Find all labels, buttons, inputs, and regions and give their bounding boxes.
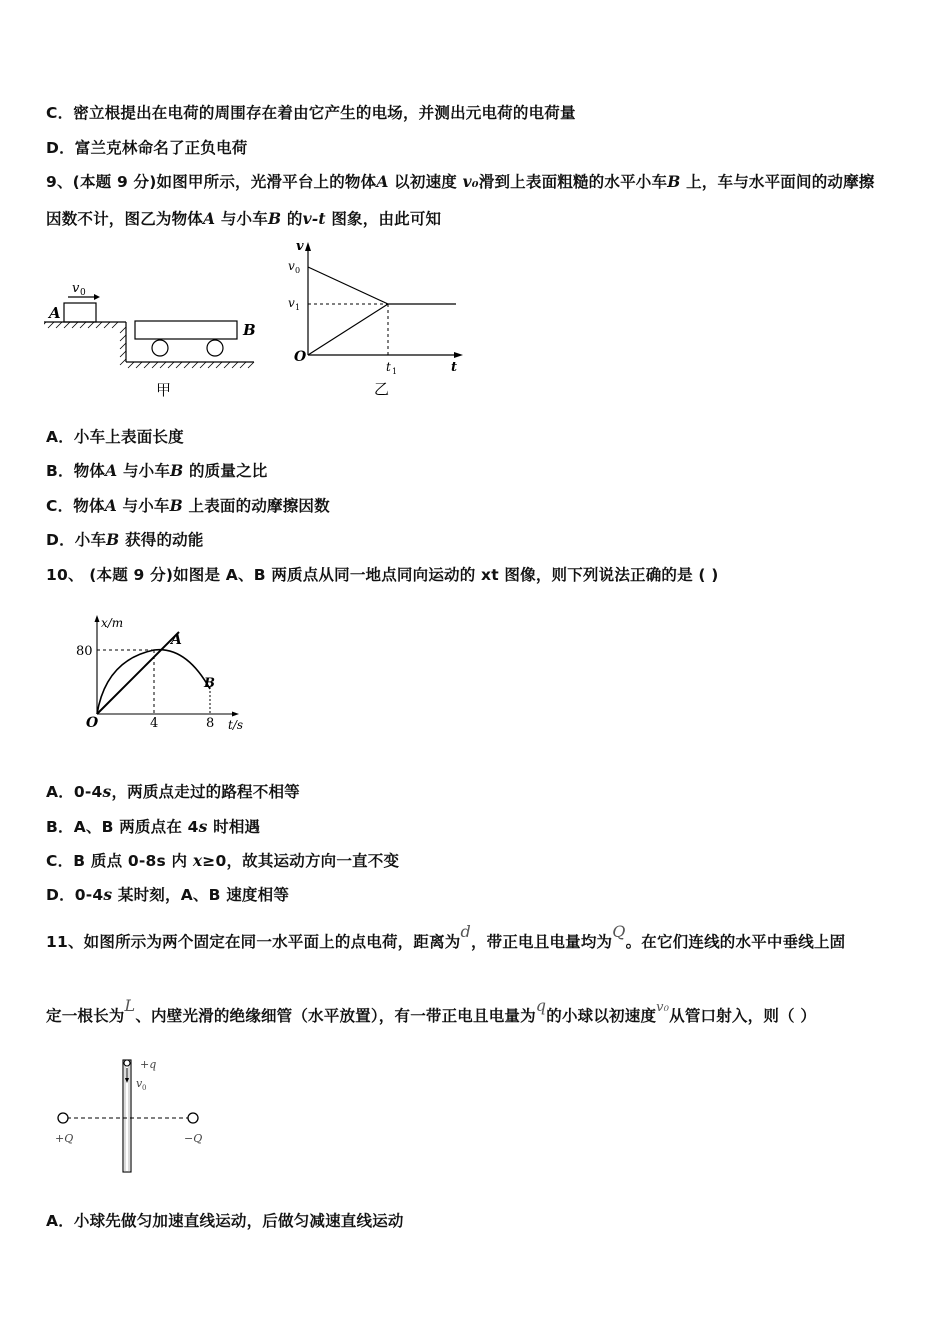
block-a	[64, 303, 96, 322]
block-a-label: A	[49, 304, 61, 322]
line-b-accel	[308, 304, 388, 355]
charge-tube-diagram	[52, 1052, 222, 1177]
v0-label: v	[136, 1077, 143, 1090]
v0-tick-sub: 0	[295, 266, 301, 275]
v0-arrowhead	[94, 294, 100, 300]
q10-option-c: C．B 质点 0-8s 内 x≥0，故其运动方向一直不变	[46, 851, 400, 870]
q11-option-a: A．小球先做匀加速直线运动，后做匀减速直线运动	[46, 1212, 404, 1230]
q10-option-b: B．A、B 两质点在 4s 时相遇	[46, 817, 261, 836]
line-a-decel	[308, 267, 388, 304]
v-axis-arrow	[305, 242, 311, 251]
q9-figure-jia	[44, 275, 264, 405]
charge-Q: Q	[612, 922, 626, 941]
t1-tick-label: t	[386, 360, 391, 374]
t-axis-label: t	[451, 360, 458, 375]
q9-stem-line1: 9、(本题 9 分)如图甲所示，光滑平台上的物体A 以初速度 v₀滑到上表面粗糙的水平小车B 上，车与水平面间的动摩擦	[46, 172, 875, 191]
t1-tick-sub: 1	[392, 367, 398, 376]
origin-label: O	[86, 715, 99, 731]
ball-charge-label: +q	[140, 1058, 157, 1071]
origin-label: O	[294, 349, 307, 365]
v1-tick-sub: 1	[295, 303, 301, 312]
charge-left-label: +Q	[55, 1132, 74, 1145]
q9-option-a: A．小车上表面长度	[46, 428, 184, 446]
q9-figure-yi	[284, 237, 474, 407]
q10-figure	[76, 612, 256, 737]
length-L: L	[124, 996, 136, 1015]
v0-tick-label: v	[288, 259, 295, 273]
q9-option-d: D．小车B 获得的动能	[46, 530, 204, 549]
cart-wheel-left	[152, 340, 168, 356]
curve-b-label: B	[204, 676, 215, 691]
cart-wheel-right	[207, 340, 223, 356]
q10-stem: 10、 (本题 9 分)如图是 A、B 两质点从同一地点同向运动的 xt 图像，则下列说法正确的是 ( )	[46, 566, 719, 584]
charge-right-label: −Q	[184, 1132, 203, 1145]
cart-b-body	[135, 321, 237, 339]
t-axis-arrow	[454, 352, 463, 358]
q10-option-d: D．0-4s 某时刻，A、B 速度相等	[46, 885, 290, 904]
q10-option-a: A．0-4s，两质点走过的路程不相等	[46, 782, 300, 801]
caption-yi: 乙	[374, 380, 390, 398]
time-axis-arrow	[232, 712, 239, 717]
tick-8: 8	[206, 716, 215, 731]
v0-subscript: 0	[80, 288, 86, 298]
velocity-v0: v₀	[656, 1000, 670, 1015]
q11-stem-line1: 11、如图所示为两个固定在同一水平面上的点电荷，距离为d，带正电且电量均为Q。在它们连线的水平中垂线上固	[46, 922, 846, 951]
cart-b-label: B	[243, 321, 256, 339]
q11-figure	[52, 1052, 222, 1177]
charge-q: q	[535, 996, 547, 1015]
v0-subscript: 0	[142, 1084, 147, 1092]
xt-graph	[76, 612, 256, 737]
q11-stem-line2: 定一根长为L、内壁光滑的绝缘细管（水平放置），有一带正电且电量为q的小球以初速度$^{v_0}$从管口射入，则（ ）	[46, 996, 817, 1025]
line-a	[97, 632, 179, 714]
tick-4: 4	[150, 716, 159, 731]
q9-stem-line2: 因数不计，图乙为物体A 与小车B 的v-t 图象，由此可知	[46, 209, 442, 228]
time-axis-label: t/s	[228, 718, 244, 732]
x-axis-arrow	[95, 615, 100, 622]
vt-graph	[284, 237, 474, 407]
small-ball	[124, 1060, 130, 1066]
cart-diagram	[44, 275, 264, 405]
charge-left	[58, 1113, 68, 1123]
charge-right	[188, 1113, 198, 1123]
q9-option-b: B．物体A 与小车B 的质量之比	[46, 461, 268, 480]
line-a-label: A	[171, 632, 182, 648]
v-axis-label: v	[296, 239, 304, 254]
v1-tick-label: v	[288, 296, 295, 310]
q8-option-d: D．富兰克林命名了正负电荷	[46, 139, 248, 157]
q8-option-c: C．密立根提出在电荷的周围存在着由它产生的电场，并测出元电荷的电荷量	[46, 104, 576, 122]
v0-label: v	[72, 281, 80, 296]
q9-option-c: C．物体A 与小车B 上表面的动摩擦因数	[46, 496, 330, 515]
distance-d: d	[460, 922, 471, 941]
x-axis-label: x/m	[101, 616, 124, 630]
caption-jia: 甲	[156, 381, 172, 399]
tick-80: 80	[76, 644, 93, 659]
